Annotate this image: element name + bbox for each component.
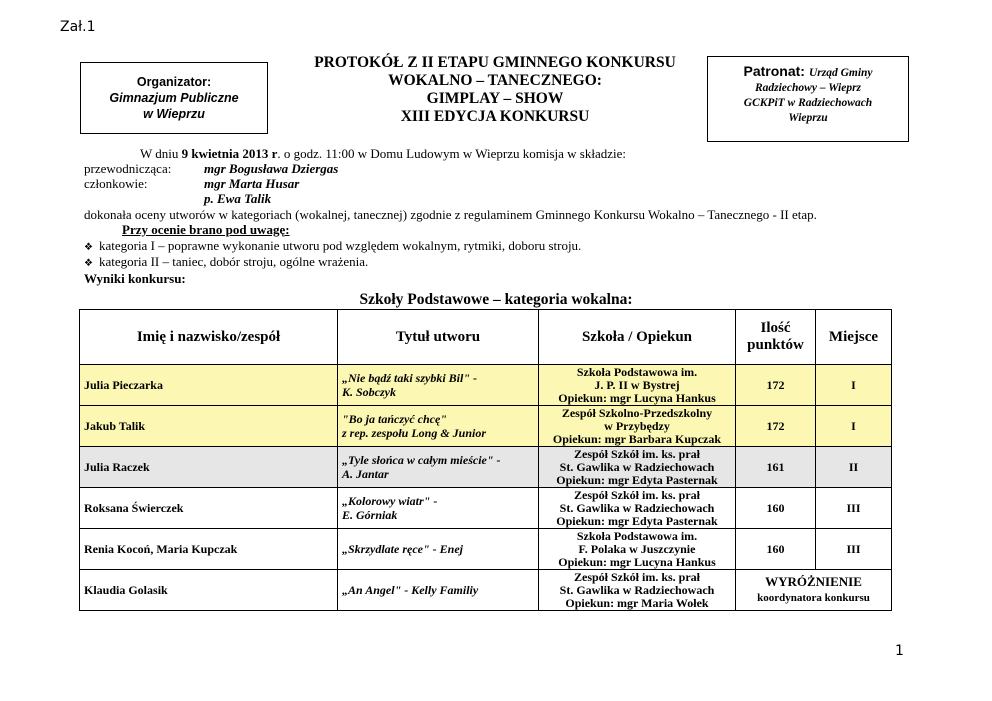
criteria-text: kategoria I – poprawne wykonanie utworu pod względem wokalnym, rytmiki, doboru stroju. xyxy=(98,238,582,253)
cell-name: Jakub Talik xyxy=(80,406,338,447)
header-points-line1: Ilość xyxy=(760,320,791,336)
cell-place: III xyxy=(816,488,892,529)
header-points-line2: punktów xyxy=(747,337,804,353)
committee-name: mgr Bogusława Dziergas xyxy=(204,161,339,176)
table-row xyxy=(80,529,892,570)
school-line3: Opiekun: mgr Lucyna Hankus xyxy=(558,554,716,569)
table-header-row xyxy=(80,310,892,365)
song-line1: „Tyle słońca w całym mieście" - xyxy=(342,453,501,467)
intro-date: 9 kwietnia 2013 xyxy=(181,146,269,161)
intro-paragraph xyxy=(140,146,626,161)
diamond-bullet-icon: ❖ xyxy=(84,258,93,269)
criteria-heading: Przy ocenie brano pod uwagę: xyxy=(122,222,290,237)
cell-points: 172 xyxy=(736,365,816,406)
committee-name: mgr Marta Husar xyxy=(204,176,300,191)
song-line1: „Skrzydlate ręce" - Enej xyxy=(342,542,463,556)
header-place: Miejsce xyxy=(816,310,892,365)
song-line2: E. Górniak xyxy=(342,508,398,522)
intro-post: . o godz. 11:00 w Domu Ludowym w Wieprzu komisja w składzie: xyxy=(277,146,626,161)
cell-school xyxy=(539,570,736,611)
patronage-box xyxy=(707,56,909,142)
committee-chair xyxy=(84,161,338,176)
cell-song xyxy=(338,488,539,529)
intro-pre: W dniu xyxy=(140,146,182,161)
cell-place: III xyxy=(816,529,892,570)
patronage-line4: Wieprzu xyxy=(788,112,828,124)
page-number: 1 xyxy=(895,643,904,659)
cell-name: Renia Kocoń, Maria Kupczak xyxy=(80,529,338,570)
patronage-line3: GCKPiT w Radziechowach xyxy=(743,97,873,109)
cell-distinction xyxy=(736,570,892,611)
school-line1: Szkoła Podstawowa im. xyxy=(576,528,698,543)
school-line3: Opiekun: mgr Maria Wołek xyxy=(565,595,709,610)
cell-points: 161 xyxy=(736,447,816,488)
school-line3: Opiekun: mgr Edyta Pasternak xyxy=(556,472,718,487)
patronage-label: Patronat: xyxy=(743,63,805,79)
cell-song xyxy=(338,406,539,447)
school-line2: F. Polaka w Juszczynie xyxy=(578,541,696,556)
committee-role: członkowie: xyxy=(84,176,148,191)
attachment-label: Zał.1 xyxy=(60,19,96,35)
table-row xyxy=(80,365,892,406)
cell-name: Roksana Świerczek xyxy=(80,488,338,529)
header-school: Szkoła / Opiekun xyxy=(539,310,736,365)
header-points xyxy=(736,310,816,365)
school-line2: St. Gawlika w Radziechowach xyxy=(559,582,715,597)
organizer-line1: Gimnazjum Publiczne xyxy=(109,91,239,105)
song-line2: A. Jantar xyxy=(342,467,389,481)
school-line1: Zespół Szkolno-Przedszkolny xyxy=(561,405,713,420)
title-line1: PROTOKÓŁ Z II ETAPU GMINNEGO KONKURSU xyxy=(314,54,676,71)
cell-place: I xyxy=(816,406,892,447)
intro-r: r xyxy=(268,146,278,161)
criteria-item-1 xyxy=(84,238,581,255)
patronage-line2: Radziechowy – Wieprz xyxy=(754,82,862,94)
song-line1: „Nie bądź taki szybki Bil" - xyxy=(342,371,477,385)
organizer-box xyxy=(80,62,268,134)
cell-song xyxy=(338,570,539,611)
title-line3: GIMPLAY – SHOW xyxy=(426,90,564,107)
title-line2: WOKALNO – TANECZNEGO: xyxy=(388,72,602,89)
school-line1: Zespół Szkół im. ks. prał xyxy=(573,569,701,584)
title-line4: XIII EDYCJA KONKURSU xyxy=(400,108,590,125)
school-line2: J. P. II w Bystrej xyxy=(594,377,680,392)
committee-member-2 xyxy=(84,191,271,206)
results-heading: Wyniki konkursu: xyxy=(84,271,186,286)
cell-school xyxy=(539,365,736,406)
table-row xyxy=(80,406,892,447)
table-row xyxy=(80,447,892,488)
assessment-text: dokonała oceny utworów w kategoriach (wokalnej, tanecznej) zgodnie z regulaminem Gminnego Konkursu Wokalno – Tanecznego - II etap. xyxy=(84,207,817,222)
organizer-line2: w Wieprzu xyxy=(143,107,205,121)
results-table xyxy=(79,309,892,611)
document-title xyxy=(275,54,715,126)
song-line2: K. Sobczyk xyxy=(342,385,396,399)
cell-points: 160 xyxy=(736,488,816,529)
committee-member-1 xyxy=(84,176,299,191)
school-line3: Opiekun: mgr Lucyna Hankus xyxy=(558,390,716,405)
cell-song xyxy=(338,447,539,488)
criteria-text: kategoria II – taniec, dobór stroju, ogólne wrażenia. xyxy=(98,254,369,269)
cell-school xyxy=(539,406,736,447)
school-line3: Opiekun: mgr Barbara Kupczak xyxy=(552,431,722,446)
distinction-subtitle: koordynatora konkursu xyxy=(757,592,870,604)
table-row xyxy=(80,570,892,611)
distinction-title: WYRÓŻNIENIE xyxy=(765,574,862,589)
cell-school xyxy=(539,488,736,529)
school-line1: Zespół Szkół im. ks. prał xyxy=(573,446,701,461)
cell-school xyxy=(539,529,736,570)
cell-song xyxy=(338,529,539,570)
cell-points: 160 xyxy=(736,529,816,570)
committee-name: p. Ewa Talik xyxy=(204,191,272,206)
school-line1: Szkoła Podstawowa im. xyxy=(576,364,698,379)
patronage-line1: Urząd Gminy xyxy=(808,67,873,79)
header-song: Tytuł utworu xyxy=(338,310,539,365)
school-line1: Zespół Szkół im. ks. prał xyxy=(573,487,701,502)
school-line2: St. Gawlika w Radziechowach xyxy=(559,459,715,474)
cell-name: Julia Pieczarka xyxy=(80,365,338,406)
organizer-label: Organizator: xyxy=(136,75,212,89)
cell-name: Klaudia Golasik xyxy=(80,570,338,611)
cell-song xyxy=(338,365,539,406)
cell-place: II xyxy=(816,447,892,488)
school-line3: Opiekun: mgr Edyta Pasternak xyxy=(556,513,718,528)
song-line2: z rep. zespołu Long & Junior xyxy=(342,426,487,440)
song-line1: „An Angel" - Kelly Familiy xyxy=(342,583,479,597)
cell-place: I xyxy=(816,365,892,406)
cell-points: 172 xyxy=(736,406,816,447)
diamond-bullet-icon: ❖ xyxy=(84,242,93,253)
song-line1: „Kolorowy wiatr" - xyxy=(342,494,438,508)
cell-name: Julia Raczek xyxy=(80,447,338,488)
criteria-item-2 xyxy=(84,254,368,271)
section-title: Szkoły Podstawowe – kategoria wokalna: xyxy=(359,291,633,308)
cell-school xyxy=(539,447,736,488)
table-row xyxy=(80,488,892,529)
school-line2: w Przybędzy xyxy=(604,418,670,433)
school-line2: St. Gawlika w Radziechowach xyxy=(559,500,715,515)
song-line1: "Bo ja tańczyć chcę" xyxy=(342,412,447,426)
committee-role: przewodnicząca: xyxy=(84,161,172,176)
header-name: Imię i nazwisko/zespół xyxy=(80,310,338,365)
